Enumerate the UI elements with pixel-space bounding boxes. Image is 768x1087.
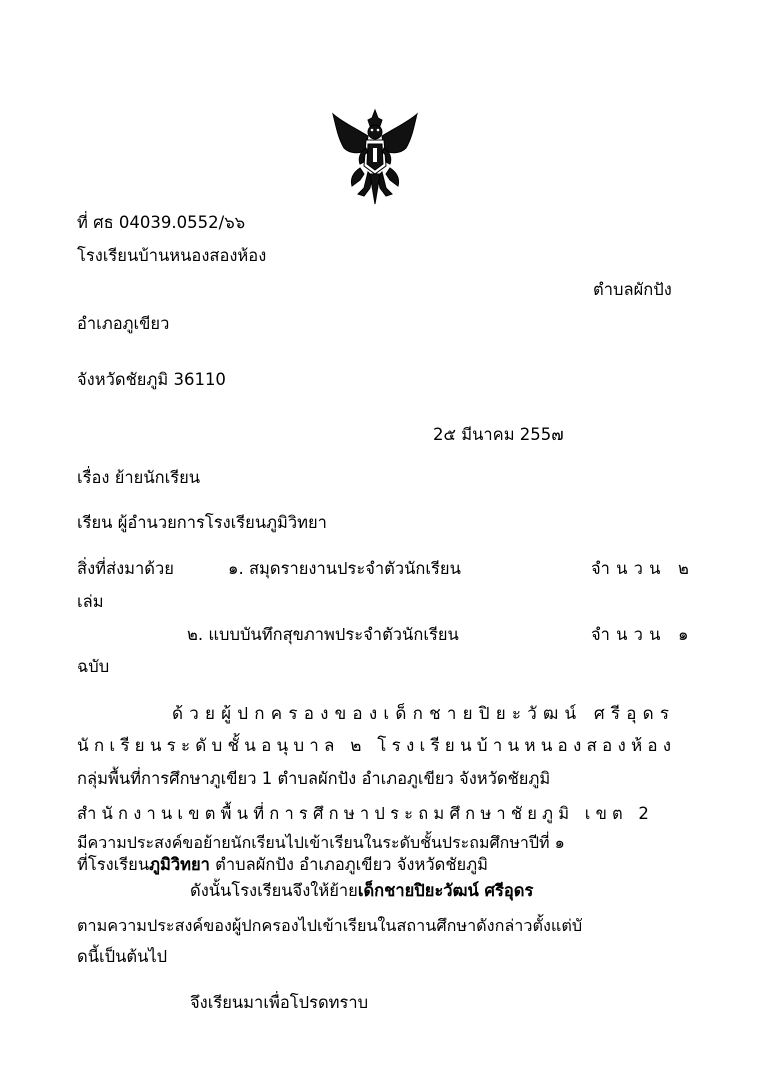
body-paragraph-1-line-4: สำนักงานเขตพื้นที่การศึกษาประถมศึกษาชัยภูมิ เขต 2: [77, 804, 655, 823]
body-paragraph-2-line-2: ตามความประสงค์ของผู้ปกครองไปเข้าเรียนในสถานศึกษาดังกล่าวตั้งแต่บั: [77, 916, 583, 935]
body-paragraph-1-line-1: ด้วยผู้ปกครองของเด็กชายปิยะวัฒน์ ศรีอุดร: [172, 704, 676, 724]
subject-line: เรื่อง ย้ายนักเรียน: [77, 468, 201, 487]
body-paragraph-1-line-2: นักเรียนระดับชั้นอนุบาล ๒ โรงเรียนบ้านหนองสองห้อง: [77, 736, 677, 756]
body-paragraph-2-line-3: ดนี้เป็นต้นไป: [77, 947, 168, 966]
sender-province: จังหวัดชัยภูมิ 36110: [77, 370, 226, 389]
reference-number: ที่ ศธ 04039.0552/๖๖: [77, 213, 246, 232]
letter-date: 2๕ มีนาคม 255๗: [433, 425, 564, 444]
garuda-emblem: [330, 108, 420, 206]
salutation-line: เรียน ผู้อำนวยการโรงเรียนภูมิวิทยา: [77, 513, 327, 532]
body-paragraph-1-line-3: กลุ่มพื้นที่การศึกษาภูเขียว 1 ตำบลผักปัง อำเภอภูเขียว จังหวัดชัยภูมิ: [77, 769, 551, 788]
enclosure-unit-2: ฉบับ: [77, 657, 110, 676]
enclosure-qty-2: จำนวน ๑: [591, 625, 695, 644]
student-name-bold: เด็กชายปิยะวัฒน์ ศรีอุดร: [357, 881, 534, 900]
sender-school: โรงเรียนบ้านหนองสองห้อง: [77, 246, 267, 265]
enclosure-qty-1: จำนวน ๒: [591, 559, 696, 578]
body-paragraph-1-line-6: ที่โรงเรียนภูมิวิทยา ตำบลผักปัง อำเภอภูเขียว จังหวัดชัยภูมิ: [77, 855, 488, 874]
body-paragraph-1-line-5: มีความประสงค์ขอย้ายนักเรียนไปเข้าเรียนในระดับชั้นประถมศึกษาปีที่ ๑: [77, 833, 565, 852]
enclosure-item-1: ๑. สมุดรายงานประจำตัวนักเรียน: [228, 559, 461, 578]
body-paragraph-2-line-1: ดังนั้นโรงเรียนจึงให้ย้ายเด็กชายปิยะวัฒน์ ศรีอุดร: [190, 881, 534, 900]
enclosure-item-2: ๒. แบบบันทึกสุขภาพประจำตัวนักเรียน: [187, 625, 459, 644]
sender-district: อำเภอภูเขียว: [77, 314, 170, 333]
school-name-bold: ภูมิวิทยา: [149, 855, 210, 874]
sender-subdistrict: ตำบลผักปัง: [593, 280, 672, 299]
enclosure-label: สิ่งที่ส่งมาด้วย: [77, 559, 174, 578]
closing-line: จึงเรียนมาเพื่อโปรดทราบ: [190, 993, 369, 1012]
enclosure-unit-1: เล่ม: [77, 592, 104, 611]
